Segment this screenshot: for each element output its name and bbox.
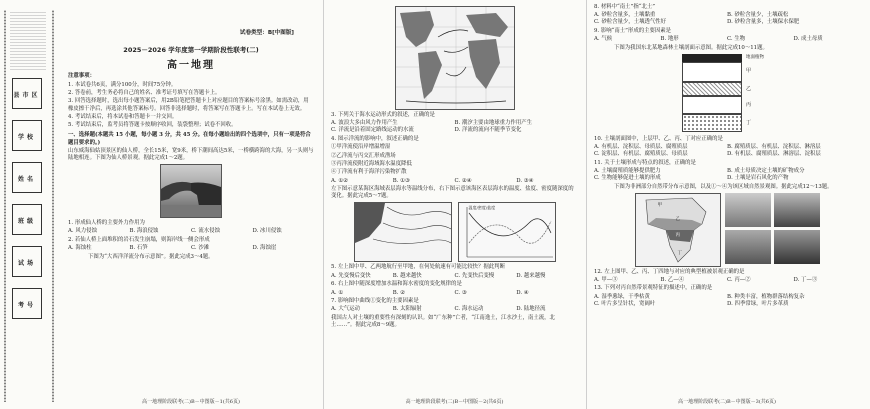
option[interactable]: A. 波浪大多由风力作用产生 <box>331 120 398 127</box>
option[interactable]: A. 甲—③ <box>594 276 618 283</box>
options-2 <box>68 245 314 252</box>
option[interactable]: B. 地形 <box>660 36 679 43</box>
question-11: 11. 关于土壤形成与特点的叙述，正确的是 <box>594 159 696 166</box>
isotherm-map <box>354 202 452 262</box>
landscape-photo <box>725 230 771 264</box>
page-2 <box>327 0 582 409</box>
atlantic-map-image <box>396 7 514 109</box>
map-label: 丁 <box>677 250 682 256</box>
passage: 下图为非洲部分自然带分布示意图，以及①～④为该区域自然景观图。据此完成12～13题。 <box>614 183 833 190</box>
options-6 <box>331 290 578 297</box>
question-1: 1. 形成仙人桥的主要外力作用为 <box>68 220 145 227</box>
option[interactable]: C. 生物能够促进土壤的形成 <box>594 175 661 182</box>
africa-map <box>635 193 721 267</box>
options-10 <box>594 144 860 158</box>
item: ④丁洋流有利于海洋污染物扩散 <box>331 169 407 176</box>
option[interactable]: D. ④ <box>516 289 529 296</box>
note-1: 1. 本试卷共6页，满分100分，时间75分钟。 <box>68 81 177 88</box>
exam-type: 试卷类型：B[中图版] <box>239 30 294 36</box>
note-5: 5. 考试结束后，监考员将答题卡按顺序收回，装袋整理；试卷不回收。 <box>68 122 237 129</box>
soil-layer-top <box>682 54 742 62</box>
field-box-number[interactable]: 考号 <box>12 288 42 319</box>
soil-layer-b <box>682 82 742 96</box>
question-7: 7. 影响图中曲线①变化的主要因素是 <box>331 297 419 304</box>
soil-profile <box>682 54 772 134</box>
option[interactable]: D. 洋流的流向不随季节变化 <box>454 127 522 134</box>
landscape-photo <box>774 230 820 264</box>
option[interactable]: C. 淀积层、有机层、腐殖质层、母质层 <box>594 151 688 158</box>
sea-arch-image <box>161 165 221 217</box>
exam-title: 2025－2026 学年度第一学期阶段性联考(二) <box>123 46 259 55</box>
option[interactable]: D. 砂粒含量多，土壤保水保肥 <box>727 19 800 26</box>
question-6: 6. 右上图中随深度增加水温和海水密度的变化规律的是 <box>331 281 462 288</box>
option[interactable]: D. 土壤是岩石风化的产物 <box>727 175 789 182</box>
question-5: 5. 左上图中甲、乙两地航行至甲地，在何处航速有可能比较快？据此判断 <box>331 264 505 271</box>
dotted-line <box>52 10 54 402</box>
map-label: 丙 <box>675 232 680 238</box>
ocean-current-map <box>395 6 515 110</box>
notes-title: 注意事项： <box>68 73 95 80</box>
option[interactable]: C. 生物 <box>727 36 746 43</box>
page-1 <box>62 0 320 409</box>
option[interactable]: C. 沙滩 <box>191 245 210 252</box>
option[interactable]: D. ③④ <box>516 177 534 184</box>
profile-label: 乙 <box>746 85 752 92</box>
options-9 <box>594 36 860 43</box>
option[interactable]: A. 土壤腐殖质能够提供肥力 <box>594 168 661 175</box>
arch-photo <box>160 164 222 218</box>
option[interactable]: C. 海水运动 <box>454 306 484 313</box>
option[interactable]: A. 风力侵蚀 <box>68 228 97 235</box>
option[interactable]: B. ①③ <box>392 177 410 184</box>
map-label: 乙 <box>675 216 680 222</box>
option[interactable]: D. 越来越慢 <box>516 272 546 279</box>
option[interactable]: B. 潮汐主要由地球重力作用产生 <box>454 120 532 127</box>
landscape-photo <box>774 193 820 227</box>
options-13 <box>594 294 860 308</box>
option[interactable]: D. 有机层、腐殖质层、淋溶层、淀积层 <box>727 151 821 158</box>
option[interactable]: C. 先变快后变慢 <box>454 272 495 279</box>
option[interactable]: A. 海蚀柱 <box>68 245 92 252</box>
option[interactable]: A. 湿季葱绿，干季枯黄 <box>594 293 650 300</box>
option[interactable]: A. 大气运动 <box>331 306 360 313</box>
profile-label: 丙 <box>746 101 752 108</box>
item: ①甲洋流使沿岸增温增湿 <box>331 144 391 151</box>
field-box-room[interactable]: 试场 <box>12 246 42 277</box>
field-box-class[interactable]: 班级 <box>12 204 42 235</box>
field-box-name[interactable]: 姓名 <box>12 162 42 193</box>
chart-label: 温度/密度/盐度 <box>468 205 496 211</box>
options-1 <box>68 228 314 235</box>
question-13: 13. 下列对丙自然带景观特征的描述中，正确的是 <box>594 285 713 292</box>
question-8: 8. 材料中“南土”指“北土” <box>594 4 656 10</box>
item: ②乙洋流与丙交汇形成渔场 <box>331 152 396 159</box>
options-4 <box>331 178 578 185</box>
question-12: 12. 左上图甲、乙、丙、丁四地与对应的典型植被景观正确的是 <box>594 268 745 275</box>
passage: 左下图示意某海区海域表层海水等温线分布，右下图示意该海区表层海水的温度、盐度、密度随深度的变化。据此完成5～7题。 <box>331 186 574 200</box>
column-divider <box>586 0 587 409</box>
question-4: 4. 图示洋流的影响中，叙述正确的是 <box>331 135 419 142</box>
option[interactable]: D. 成土母质 <box>793 36 823 43</box>
passage: 我国古人对土壤的重要性有深刻的认识。如“广东种”亡者，“江南逸土，江水沙土，南土流，北土……”。据此完成8～9题。 <box>331 314 555 328</box>
page-footer: 高一地理阶段联考(二)B－中图版－1(共6页) <box>142 398 240 405</box>
field-box-county[interactable]: 县市区 <box>12 78 42 109</box>
option[interactable]: A. 先变慢后变快 <box>331 272 371 279</box>
option[interactable]: B. ② <box>392 289 405 296</box>
field-box-school[interactable]: 学校 <box>12 120 42 151</box>
option[interactable]: B. 石笋 <box>129 245 148 252</box>
option[interactable]: A. 有机层、淀积层、母质层、腐殖质层 <box>594 144 688 151</box>
barcode-area <box>10 10 46 70</box>
options-11 <box>594 168 860 182</box>
column-divider <box>323 0 324 409</box>
option[interactable]: D. 海蚀崖 <box>252 245 277 252</box>
passage: 山东威海仙姑顶景区的仙人桥，全长15米，宽9米，桥下潮间高达5米，一桥横跨海的大海，另一头则与陆地相连。下图为仙人桥景观。据此完成1～2题。 <box>68 147 314 161</box>
profile-label: 丁 <box>746 119 752 126</box>
isotherm-image <box>355 203 451 261</box>
section-heading: 一、选择题(本题共 15 小题，每小题 3 分，共 45 分。在每小题给出的四个选项中，只有一项是符合题目要求的。) <box>68 132 311 146</box>
option[interactable]: B. 太阳辐射 <box>392 306 422 313</box>
option[interactable]: A. ① <box>331 289 344 296</box>
option[interactable]: C. 丙—② <box>727 276 751 283</box>
option[interactable]: A. 气候 <box>594 36 613 43</box>
figures-row <box>331 202 578 262</box>
options-5 <box>331 273 578 280</box>
option[interactable]: B. 海浪侵蚀 <box>129 228 159 235</box>
soil-layer-c <box>682 96 742 114</box>
landscape-photos <box>725 193 820 267</box>
question-10: 10. 土壤剖面图中，上层甲、乙、丙、丁对应正确的是 <box>594 135 723 142</box>
option[interactable]: B. 越来越快 <box>392 272 422 279</box>
subject-title: 高一地理 <box>167 60 215 72</box>
page-3 <box>590 0 864 409</box>
option[interactable]: A. 砂粒含量多，土壤黏重 <box>594 12 656 19</box>
options-12 <box>594 277 860 284</box>
note-3: 3. 回答选择题时，选出每小题答案后，用2B铅笔把答题卡上对应题目的答案标号涂黑。如需改动，用橡皮擦干净后，再选涂其他答案标号。回答非选择题时，将答案写在答题卡上。写在本试卷上无效。 <box>68 98 309 112</box>
option[interactable]: D. 冰川侵蚀 <box>252 228 282 235</box>
passage: 下图为“大西洋洋流分布示意图”。据此完成3～4题。 <box>88 253 214 260</box>
profile-label: 地面植物 <box>746 54 764 60</box>
option[interactable]: C. 叶片多呈针状，宽阔叶 <box>594 300 656 307</box>
option[interactable]: B. 成土母质决定土壤的矿物成分 <box>727 168 805 175</box>
options-7 <box>331 306 578 313</box>
soil-layer-d <box>682 114 742 132</box>
option[interactable]: B. 乙—④ <box>660 276 685 283</box>
options-3 <box>331 120 578 134</box>
landscape-photo <box>725 193 771 227</box>
options-8 <box>594 12 860 26</box>
option[interactable]: A. ①② <box>331 177 348 184</box>
option[interactable]: B. 砂粒含量少，土壤疏松 <box>727 12 789 19</box>
dotted-line <box>4 10 6 402</box>
soil-layer-a <box>682 62 742 82</box>
question-9: 9. 影响“南土”形成的主要因素是 <box>594 27 672 34</box>
option[interactable]: C. ③ <box>454 289 467 296</box>
depth-profile-chart <box>458 202 556 262</box>
profile-curves <box>459 203 555 261</box>
passage: 下图为我国东北某地森林土壤剖面示意图。据此完成10～11题。 <box>614 44 768 51</box>
profile-label: 甲 <box>746 67 752 74</box>
option[interactable]: D. 四季常绿，叶片多革质 <box>727 300 789 307</box>
option[interactable]: B. 腐殖质层、有机层、淀积层、淋溶层 <box>727 144 821 151</box>
option[interactable]: D. 陆地径流 <box>516 306 546 313</box>
note-2: 2. 答卷前，考生务必将自己的姓名、准考证号填写在答题卡上。 <box>68 90 221 97</box>
binding-strip <box>0 0 60 409</box>
note-4: 4. 考试结束后，将本试卷和答题卡一并交回。 <box>68 113 178 120</box>
question-3: 3. 下列关于海水运动形式的叙述，正确的是 <box>331 112 435 118</box>
page-footer: 高一地理阶段联考(二)B－中图版－2(共6页) <box>405 398 504 405</box>
option[interactable]: C. 砂粒含量少，土壤透气性好 <box>594 19 667 26</box>
map-label: 甲 <box>657 202 662 208</box>
figures-row <box>594 193 860 267</box>
option[interactable]: B. 种类丰富，植物群落结构复杂 <box>727 293 805 300</box>
question-2: 2. 若仙人桥上面堆积的岩石发生崩塌，则海岸线一侧会形成 <box>68 236 210 243</box>
item: ③丙洋流使附近海域海水温度降低 <box>331 161 412 168</box>
page-footer: 高一地理阶段联考(二)B－中图版－3(共6页) <box>678 398 776 405</box>
option[interactable]: D. 丁—③ <box>793 276 818 283</box>
option[interactable]: C. 流水侵蚀 <box>191 228 220 235</box>
option[interactable]: C. ②④ <box>454 177 472 184</box>
option[interactable]: C. 洋流是沿着固定路线运动的水流 <box>331 127 414 134</box>
